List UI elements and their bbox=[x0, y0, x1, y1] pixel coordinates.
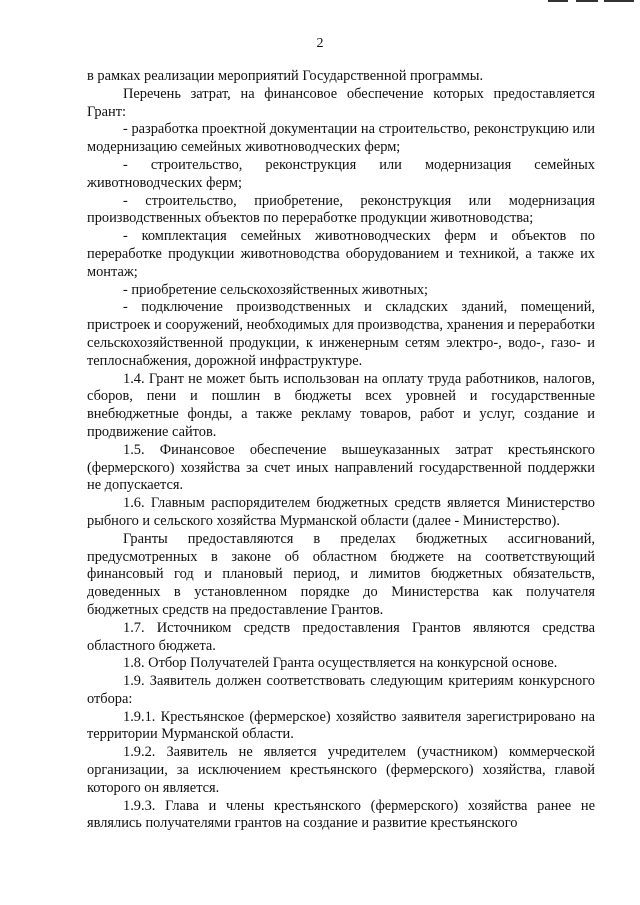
paragraph: 1.9.3. Глава и члены крестьянского (фермерского) хозяйства ранее не являлись получателями грантов на создание и развитие крестьянского bbox=[87, 797, 595, 832]
scan-edge-mark bbox=[548, 0, 568, 2]
document-body bbox=[87, 68, 595, 833]
paragraph: 1.6. Главным распорядителем бюджетных средств является Министерство рыбного и сельского хозяйства Мурманской области (далее - Министерство). bbox=[87, 495, 595, 529]
paragraph: - строительство, реконструкция или модернизация семейных животноводческих ферм; bbox=[87, 156, 595, 191]
paragraph: 1.9.1. Крестьянское (фермерское) хозяйство заявителя зарегистрировано на территории Мурманской области. bbox=[87, 708, 595, 743]
paragraph: в рамках реализации мероприятий Государственной программы. bbox=[87, 68, 484, 84]
paragraph: 1.7. Источником средств предоставления Грантов являются средства областного бюджета. bbox=[87, 619, 595, 654]
paragraph: 1.5. Финансовое обеспечение вышеуказанных затрат крестьянского (фермерского) хозяйства за счет иных направлений государственной поддержки не допускается. bbox=[87, 441, 595, 494]
paragraph: Перечень затрат, на финансовое обеспечение которых предоставляется Грант: bbox=[87, 85, 595, 120]
paragraph: - подключение производственных и складских зданий, помещений, пристроек и сооружений, необходимых для производства, хранения и переработки сельскохозяйственной продукции, к инженерным сетям электро-, водо-, газо- и теплоснабжения, дорожной инфраструктуре. bbox=[87, 299, 595, 369]
page-number: 2 bbox=[316, 36, 324, 51]
paragraph: - приобретение сельскохозяйственных животных; bbox=[123, 281, 429, 298]
paragraph: 1.8. Отбор Получателей Гранта осуществляется на конкурсной основе. bbox=[123, 655, 558, 672]
paragraph: - разработка проектной документации на строительство, реконструкцию или модернизацию семейных животноводческих ферм; bbox=[87, 121, 595, 156]
scan-edge-mark bbox=[576, 0, 598, 2]
paragraph: - комплектация семейных животноводческих ферм и объектов по переработке продукции животноводства оборудованием и техникой, а также их монтаж; bbox=[87, 228, 595, 280]
scan-edge-mark bbox=[604, 0, 634, 2]
paragraph: 1.4. Грант не может быть использован на оплату труда работников, налогов, сборов, пени и пошлин в бюджеты всех уровней и государственные внебюджетные фонды, а также рекламу товаров, работ и услуг, создание и продвижение сайтов. bbox=[87, 370, 595, 440]
paragraph: Гранты предоставляются в пределах бюджетных ассигнований, предусмотренных в законе об областном бюджете на соответствующий финансовый год и плановый период, и лимитов бюджетных обязательств, доведенных в установленном порядке до Министерства как получателя бюджетных средств на предоставление Грантов. bbox=[87, 530, 595, 618]
paragraph: 1.9. Заявитель должен соответствовать следующим критериям конкурсного отбора: bbox=[87, 673, 595, 707]
paragraph: 1.9.2. Заявитель не является учредителем (участником) коммерческой организации, за исключением крестьянского (фермерского) хозяйства, главой которого он является. bbox=[87, 744, 595, 796]
paragraph: - строительство, приобретение, реконструкция или модернизация производственных объектов по переработке продукции животноводства; bbox=[87, 192, 595, 227]
